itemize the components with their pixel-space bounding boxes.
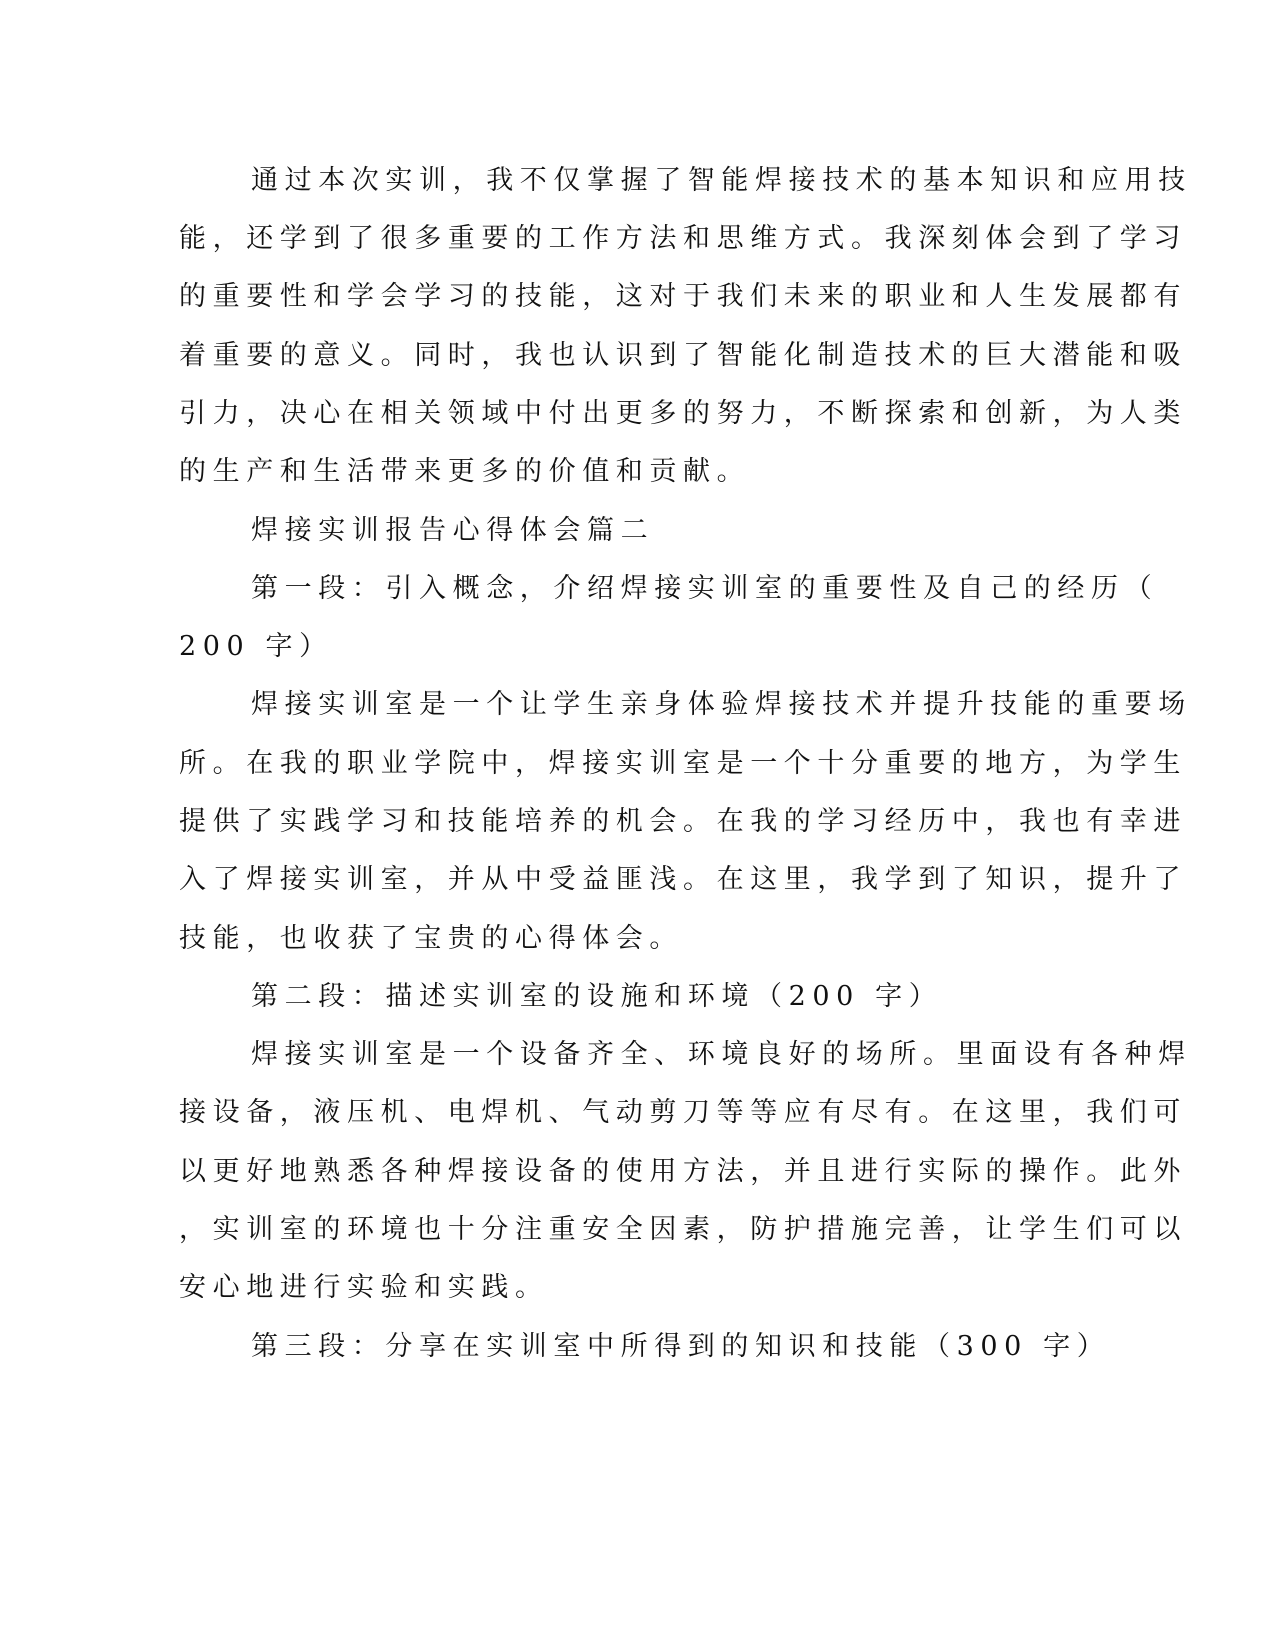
paragraph-heading-2: 第二段：描述实训室的设施和环境（200 字） [251, 981, 943, 1012]
text-line: 通过本次实训，我不仅掌握了智能焊接技术的基本知识和应用技 [251, 165, 1192, 196]
text-line: 入了焊接实训室，并从中受益匪浅。在这里，我学到了知识，提升了 [179, 864, 1187, 895]
text-line: 着重要的意义。同时，我也认识到了智能化制造技术的巨大潜能和吸 [179, 340, 1187, 371]
text-line: 所。在我的职业学院中，焊接实训室是一个十分重要的地方，为学生 [179, 748, 1187, 779]
text-line: ，实训室的环境也十分注重安全因素，防护措施完善，让学生们可以 [179, 1214, 1187, 1245]
text-line: 第一段：引入概念，介绍焊接实训室的重要性及自己的经历（ [251, 573, 1159, 604]
text-line: 焊接实训室是一个让学生亲身体验焊接技术并提升技能的重要场 [251, 689, 1192, 720]
text-line: 引力，决心在相关领域中付出更多的努力，不断探索和创新，为人类 [179, 398, 1187, 429]
text-line: 200 字） [179, 631, 333, 662]
text-line: 技能，也收获了宝贵的心得体会。 [179, 923, 683, 954]
text-line: 提供了实践学习和技能培养的机会。在我的学习经历中，我也有幸进 [179, 806, 1187, 837]
text-line: 接设备，液压机、电焊机、气动剪刀等等应有尽有。在这里，我们可 [179, 1097, 1187, 1128]
text-line: 的生产和生活带来更多的价值和贡献。 [179, 456, 751, 487]
text-line: 以更好地熟悉各种焊接设备的使用方法，并且进行实际的操作。此外 [179, 1156, 1187, 1187]
text-line: 安心地进行实验和实践。 [179, 1272, 549, 1303]
paragraph-heading-3: 第三段：分享在实训室中所得到的知识和技能（300 字） [251, 1331, 1111, 1362]
section-heading: 焊接实训报告心得体会篇二 [251, 515, 655, 546]
text-line: 的重要性和学会学习的技能，这对于我们未来的职业和人生发展都有 [179, 281, 1187, 312]
text-line: 焊接实训室是一个设备齐全、环境良好的场所。里面设有各种焊 [251, 1039, 1192, 1070]
text-line: 能，还学到了很多重要的工作方法和思维方式。我深刻体会到了学习 [179, 223, 1187, 254]
